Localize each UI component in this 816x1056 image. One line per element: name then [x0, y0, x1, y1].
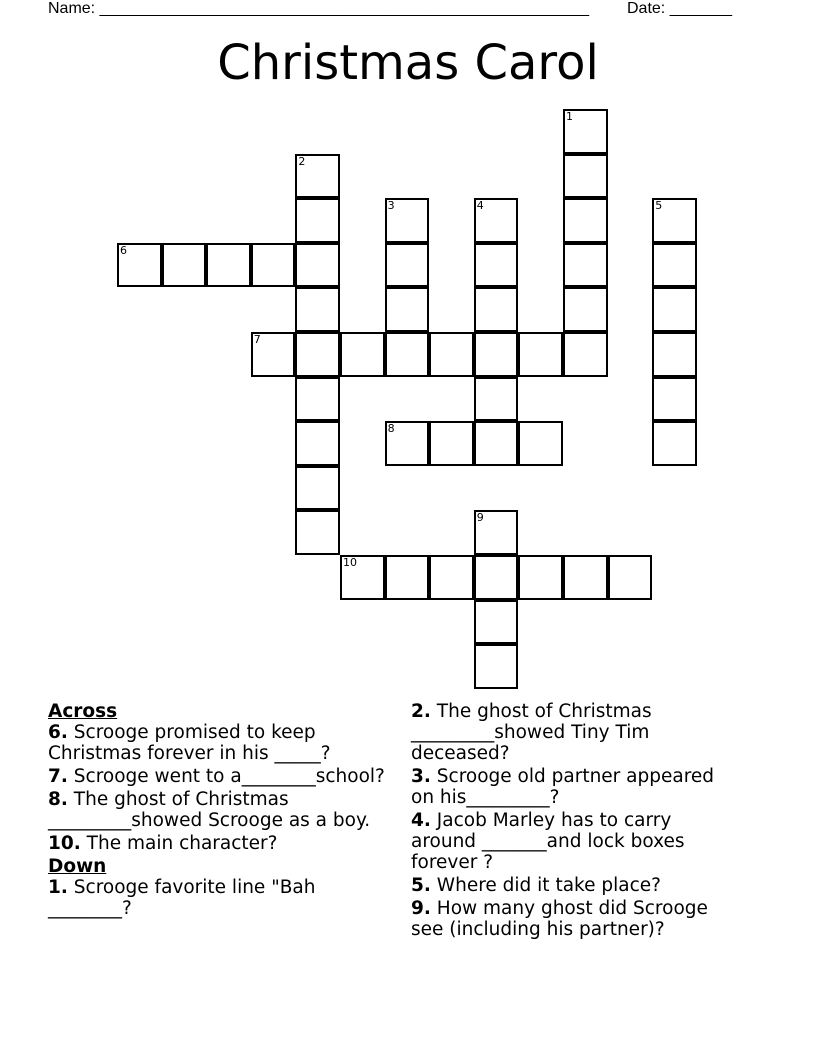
clue-number: 8.: [48, 789, 68, 810]
grid-cell[interactable]: [474, 332, 519, 377]
clue-number: 6.: [48, 722, 68, 743]
grid-cell[interactable]: [563, 332, 608, 377]
grid-cell[interactable]: [429, 555, 474, 600]
grid-cell[interactable]: [652, 287, 697, 332]
clue-number: 2.: [411, 701, 431, 722]
clue-text: The main character?: [86, 833, 278, 854]
grid-cell[interactable]: [563, 109, 608, 154]
grid-cell[interactable]: [563, 243, 608, 288]
grid-cell[interactable]: [429, 332, 474, 377]
grid-cell[interactable]: [652, 198, 697, 243]
clues-column-right: [411, 701, 741, 942]
cell-number: 6: [120, 243, 127, 257]
grid-cell[interactable]: [295, 332, 340, 377]
grid-cell[interactable]: [385, 332, 430, 377]
grid-cell[interactable]: [340, 332, 385, 377]
cell-number: 5: [655, 199, 663, 213]
grid-cell[interactable]: [295, 198, 340, 243]
grid-cell[interactable]: [563, 154, 608, 199]
grid-cell[interactable]: [117, 243, 162, 288]
grid-cell[interactable]: [474, 600, 519, 645]
grid-cell[interactable]: [340, 555, 385, 600]
clue-down-2: [411, 701, 741, 764]
clue-down-1: [48, 877, 398, 919]
clue-number: 1.: [48, 877, 68, 898]
clues-column-left: [48, 701, 398, 921]
grid-cell[interactable]: [295, 466, 340, 511]
grid-cell[interactable]: [652, 377, 697, 422]
grid-cell[interactable]: [518, 421, 563, 466]
clue-text: Scrooge old partner appeared on his_________?: [411, 766, 715, 808]
cell-number: 8: [387, 422, 395, 436]
clue-across-6: [48, 722, 398, 764]
clue-across-10: [48, 833, 398, 854]
grid-cell[interactable]: [518, 555, 563, 600]
grid-cell[interactable]: [474, 377, 519, 422]
grid-cell[interactable]: [652, 421, 697, 466]
cell-number: 3: [387, 199, 395, 213]
clue-text: Scrooge went to a________school?: [73, 766, 385, 787]
cell-number: 9: [476, 511, 484, 525]
clue-down-4: [411, 810, 741, 873]
grid-cell[interactable]: [652, 332, 697, 377]
grid-cell[interactable]: [563, 555, 608, 600]
clue-across-8: [48, 789, 398, 831]
clue-down-9: [411, 898, 741, 940]
grid-cell[interactable]: [206, 243, 251, 288]
clue-number: 5.: [411, 875, 431, 896]
grid-cell[interactable]: [429, 421, 474, 466]
clue-number: 7.: [48, 766, 68, 787]
clue-text: The ghost of Christmas _________showed Tiny Tim deceased?: [411, 701, 652, 764]
grid-cell[interactable]: [563, 287, 608, 332]
clue-across-7: [48, 766, 398, 787]
grid-cell[interactable]: [608, 555, 653, 600]
clue-down-3: [411, 766, 741, 808]
grid-cell[interactable]: [474, 198, 519, 243]
cell-number: 10: [343, 556, 357, 569]
page-title: Christmas Carol: [217, 35, 599, 91]
grid-cell[interactable]: [563, 198, 608, 243]
grid-cell[interactable]: [474, 510, 519, 555]
name-field-label: Name: _______________________________________________________: [48, 0, 589, 17]
grid-cell[interactable]: [518, 332, 563, 377]
grid-cell[interactable]: [652, 243, 697, 288]
cell-number: 1: [566, 110, 573, 123]
clue-text: Scrooge promised to keep Christmas forever in his _____?: [48, 722, 331, 764]
date-field-label: Date: _______: [627, 0, 732, 17]
across-heading: Across: [48, 701, 118, 722]
grid-cell[interactable]: [251, 243, 296, 288]
cell-number: 2: [298, 154, 306, 168]
grid-cell[interactable]: [295, 154, 340, 199]
grid-cell[interactable]: [385, 287, 430, 332]
down-heading: Down: [48, 856, 107, 877]
grid-cell[interactable]: [474, 644, 519, 689]
clue-text: Scrooge favorite line "Bah ________?: [48, 877, 316, 919]
clue-text: How many ghost did Scrooge see (including his partner)?: [411, 898, 708, 940]
grid-cell[interactable]: [295, 243, 340, 288]
clue-number: 10.: [48, 833, 81, 854]
clue-number: 9.: [411, 898, 431, 919]
grid-cell[interactable]: [385, 198, 430, 243]
grid-cell[interactable]: [385, 555, 430, 600]
grid-cell[interactable]: [474, 555, 519, 600]
clue-text: The ghost of Christmas _________showed Scrooge as a boy.: [48, 789, 371, 831]
grid-cell[interactable]: [295, 377, 340, 422]
grid-cell[interactable]: [474, 421, 519, 466]
grid-cell[interactable]: [385, 243, 430, 288]
grid-cell[interactable]: [474, 243, 519, 288]
grid-cell[interactable]: [162, 243, 207, 288]
clue-number: 4.: [411, 810, 431, 831]
clue-text: Jacob Marley has to carry around _______and lock boxes forever ?: [411, 810, 685, 873]
grid-cell[interactable]: [251, 332, 296, 377]
grid-cell[interactable]: [295, 510, 340, 555]
grid-cell[interactable]: [385, 421, 430, 466]
grid-cell[interactable]: [295, 421, 340, 466]
grid-cell[interactable]: [474, 287, 519, 332]
grid-cell[interactable]: [295, 287, 340, 332]
clue-text: Where did it take place?: [436, 875, 661, 896]
clue-down-5: [411, 875, 741, 896]
cell-number: 4: [476, 199, 484, 213]
clue-number: 3.: [411, 766, 431, 787]
cell-number: 7: [253, 333, 261, 346]
